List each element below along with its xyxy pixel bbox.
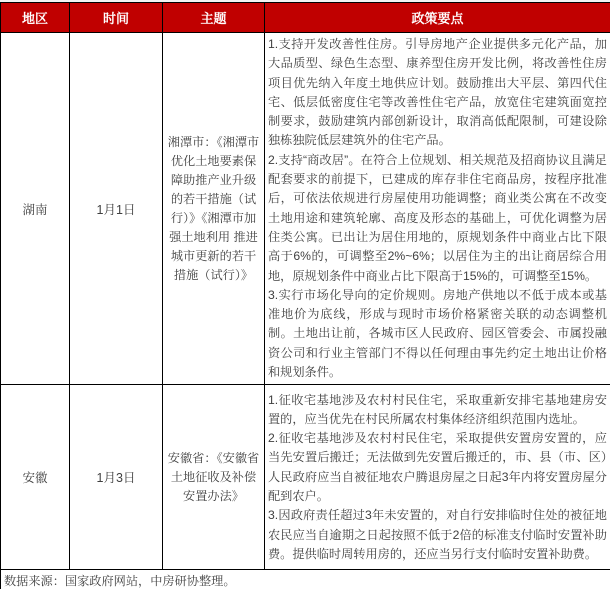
data-source-note: 数据来源：国家政府网站，中房研协整理。	[1, 570, 610, 589]
table-row	[1, 33, 610, 385]
header-region: 地区	[1, 3, 70, 33]
policy-point: 3.因政府责任超过3年未安置的，对自行安排临时住处的被征地农民应当自逾期之日起按照不低于2倍的标准支付临时安置补助费。提供临时周转用房的，还应当另行支付临时安置补助费。	[268, 508, 607, 561]
header-date: 时间	[70, 3, 163, 33]
policy-point: 2.支持“商改居”。在符合上位规划、相关规范及招商协议且满足配套要求的前提下，已建成的库存非住宅商品房，按程序批准后，可依法依规进行房屋使用功能调整；商业类公寓在不改变土地用途和建筑轮廓、高度及形态的基础上，可优化调整为居住类公寓。已出让为居住用地的，原规划条件中商业占比下限高于6%的，可调整至2%~6%；以居住为主的出让商居综合用地，原规划条件中商业占比下限高于15%的，可调整至15%。	[268, 152, 607, 283]
policy-point: 3.实行市场化导向的定价规则。房地产供地以不低于成本或基准地价为底线，形成与现时市场价格紧密关联的动态调整机制。土地出让前，各城市区人民政府、园区管委会、市属投融资公司和行业主管部门不得以任何理由事先约定土地出让价格和规划条件。	[268, 287, 607, 380]
topic-cell: 湘潭市：《湘潭市优化土地要素保障助推产业升级的若干措施（试行）》《湘潭市加强土地利用 推进城市更新的若干措施（试行）》	[163, 33, 265, 385]
table-row	[1, 385, 610, 570]
policy-cell	[265, 385, 610, 570]
date-cell: 1月1日	[70, 33, 163, 385]
date-cell: 1月3日	[70, 385, 163, 570]
header-policy: 政策要点	[265, 3, 610, 33]
policy-point: 2.征收宅基地涉及农村村民住宅，采取提供安置房安置的，应当先安置后搬迁；无法做到先安置后搬迁的，市、县（市、区）人民政府应当自被征地农户腾退房屋之日起3年内将安置房屋分配到农户。	[268, 431, 607, 503]
policy-point: 1.支持开发改善性住房。引导房地产企业提供多元化产品，加大品质型、绿色生态型、康养型住房开发比例，将改善性住房项目优先纳入年度土地供应计划。鼓励推出大平层、第四代住宅、低层低密度住宅等改善性住宅产品，放宽住宅建筑面宽控制要求，鼓励建筑内部创新设计，取消高低配限制，可建设除独栋独院低层建筑外的住宅产品。	[268, 37, 607, 148]
topic-cell: 安徽省：《安徽省土地征收及补偿安置办法》	[163, 385, 265, 570]
table-header-row	[1, 3, 610, 33]
region-cell: 安徽	[1, 385, 70, 570]
header-topic: 主题	[163, 3, 265, 33]
table-footer-row	[1, 570, 610, 589]
policy-table	[0, 2, 610, 589]
policy-cell	[265, 33, 610, 385]
region-cell: 湖南	[1, 33, 70, 385]
policy-point: 1.征收宅基地涉及农村村民住宅，采取重新安排宅基地建房安置的，应当优先在村民所属农村集体经济组织范围内选址。	[268, 392, 607, 426]
